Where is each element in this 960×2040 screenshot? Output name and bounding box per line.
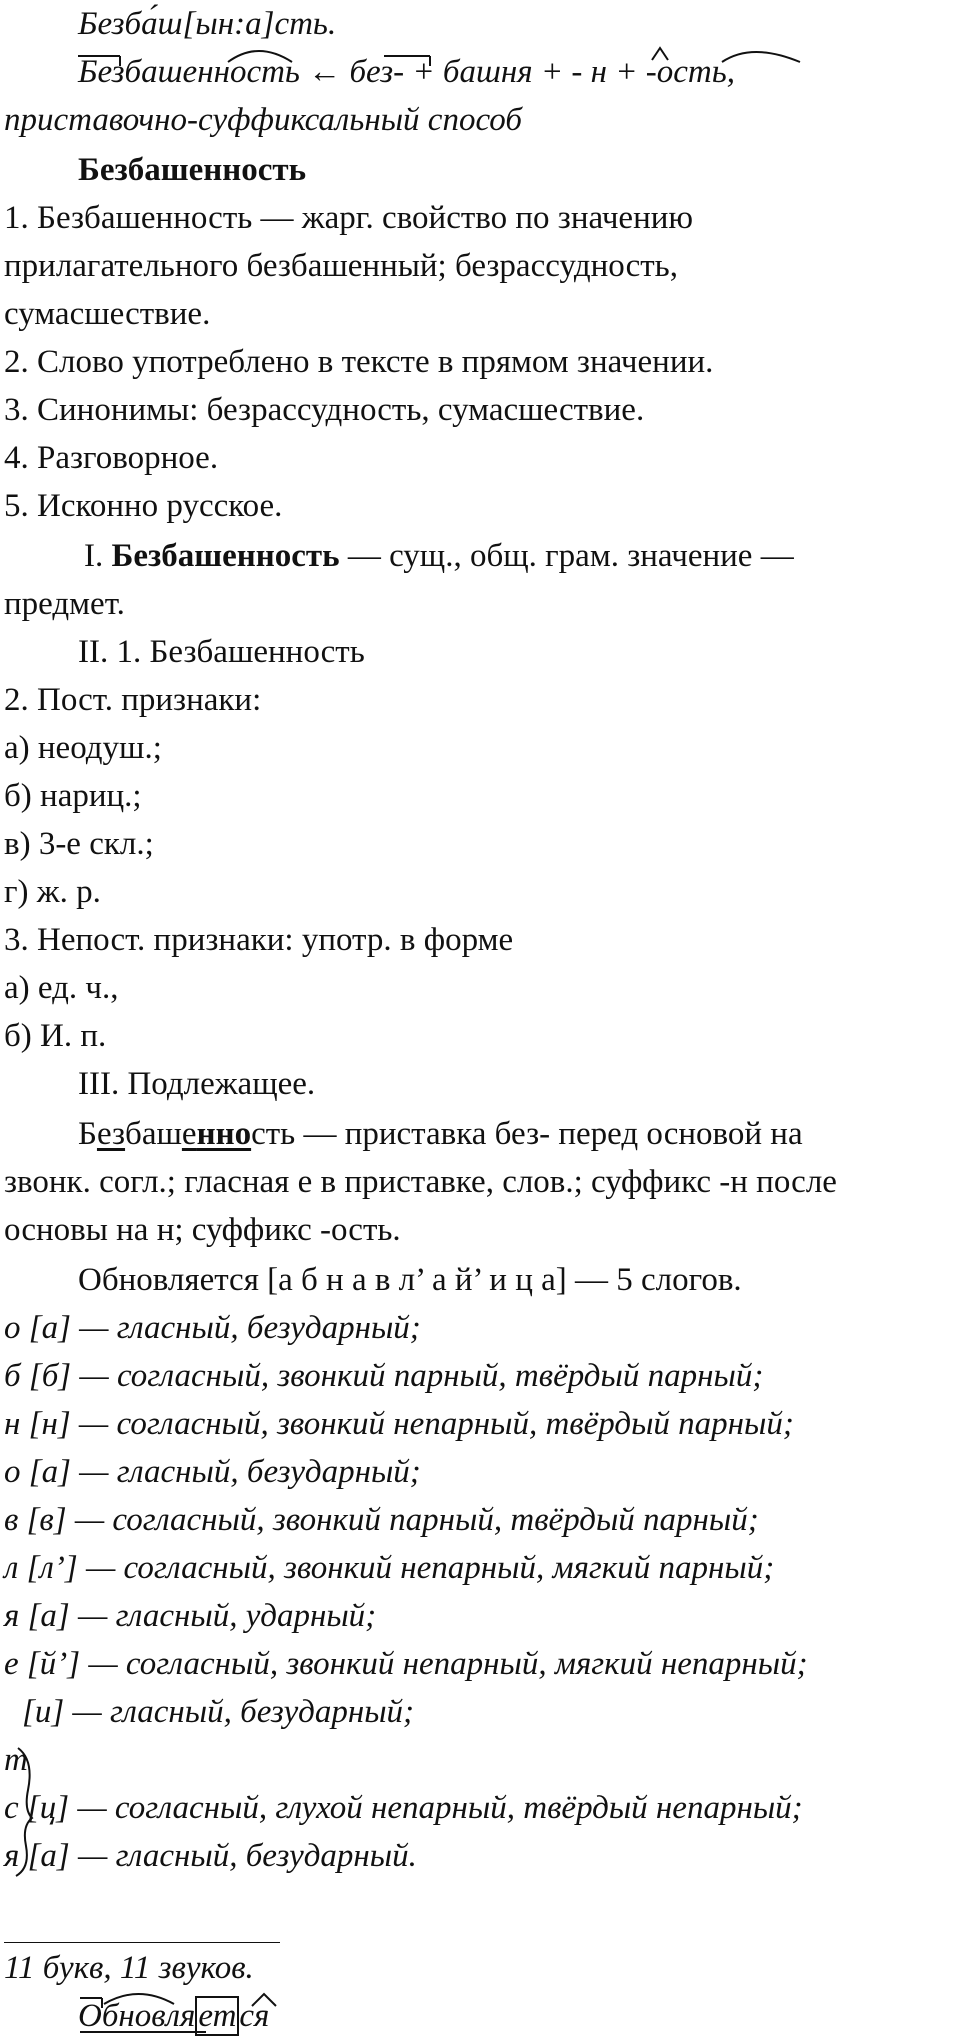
lexical-item: 3. Синонимы: безрассудность, сумасшествие. [4, 392, 645, 428]
nonconst-feature: б) И. п. [4, 1018, 107, 1054]
footnote-divider [4, 1942, 280, 1943]
phonetic-row: в [в] — согласный, звонкий парный, твёрдый парный; [4, 1502, 759, 1538]
nonconst-feature: а) ед. ч., [4, 970, 119, 1006]
spelling-letter: сть [251, 1116, 296, 1152]
const-feature: в) 3-е скл.; [4, 826, 154, 862]
formation-word: Безбашенность [78, 54, 300, 90]
phonetic-row: я [а] — гласный, ударный; [4, 1598, 377, 1634]
phonetic-row: с [ц] — согласный, глухой непарный, твёрдый непарный; [4, 1790, 803, 1826]
phonetic-row: б [б] — согласный, звонкий парный, твёрдый парный; [4, 1358, 764, 1394]
morphemic-word [78, 1996, 269, 2036]
spelling-text: основы на н; суффикс -ость. [4, 1212, 401, 1248]
morph-definition: — сущ., общ. грам. значение — [339, 538, 794, 574]
word-stem: Обновля [78, 1998, 196, 2034]
spelling-letter: баш [125, 1116, 182, 1152]
const-feature: б) нариц.; [4, 778, 142, 814]
lexical-item: 1. Безбашенность — жарг. свойство по значению [4, 200, 694, 236]
phonetic-row: е [й’] — согласный, звонкий непарный, мягкий непарный; [4, 1646, 808, 1682]
lexical-item: 2. Слово употреблено в тексте в прямом значении. [4, 344, 714, 380]
phonetic-row: т [4, 1742, 28, 1778]
morph-initial-form: II. 1. Безбашенность [78, 634, 365, 670]
word-ending-box: ет [195, 1996, 239, 2036]
syntactic-role: III. Подлежащее. [78, 1066, 316, 1102]
const-feature: г) ж. р. [4, 874, 101, 910]
spelling-text: — приставка без- перед основой на [295, 1116, 803, 1152]
morph-definition-cont: предмет. [4, 586, 125, 622]
phonetic-row: [и] — гласный, безударный; [22, 1694, 415, 1730]
spelling-orthogram: ез [96, 1116, 126, 1152]
nonconst-features-title: 3. Непост. признаки: употр. в форме [4, 922, 514, 958]
lexical-item: прилагательного безбашенный; безрассудность, [4, 248, 678, 284]
spelling-orthogram: е [181, 1116, 197, 1152]
roman-numeral: I. [84, 538, 112, 574]
phonetic-heading: Обновляется [а б н а в л’ а й’ и ц а] — 5 слогов. [78, 1262, 742, 1298]
morph-word: Безбашенность [111, 538, 340, 574]
morph-part-of-speech [84, 536, 794, 576]
lexical-item: 5. Исконно русское. [4, 488, 283, 524]
phonetic-row: л [л’] — согласный, звонкий непарный, мягкий парный; [4, 1550, 775, 1586]
letter-sound-count: 11 букв, 11 звуков. [4, 1950, 254, 1986]
lexical-item: 4. Разговорное. [4, 440, 219, 476]
word-postfix: ся [239, 1998, 270, 2034]
spelling-text: звонк. согл.; гласная е в приставке, слов.; суффикс -н после [4, 1164, 837, 1200]
const-feature: а) неодуш.; [4, 730, 162, 766]
spelling-letter: Б [78, 1116, 97, 1152]
spelling-analysis [78, 1114, 803, 1154]
phonetic-row: н [н] — согласный, звонкий непарный, твёрдый парный; [4, 1406, 794, 1442]
phonetic-row: о [а] — гласный, безударный; [4, 1454, 421, 1490]
phonetic-row: я [а] — гласный, безударный. [4, 1838, 417, 1874]
spelling-orthogram: нно [196, 1116, 252, 1152]
transcription: Безба́ш[ын:а]сть. [78, 6, 337, 42]
const-features-title: 2. Пост. признаки: [4, 682, 262, 718]
word-formation [78, 52, 735, 92]
phonetic-row: о [а] — гласный, безударный; [4, 1310, 421, 1346]
formation-method: приставочно-суффиксальный способ [4, 102, 522, 138]
lexical-title: Безбашенность [78, 152, 307, 188]
lexical-item: сумасшествие. [4, 296, 211, 332]
formation-rest: ← без- + башня + - н + -ость, [299, 54, 735, 90]
